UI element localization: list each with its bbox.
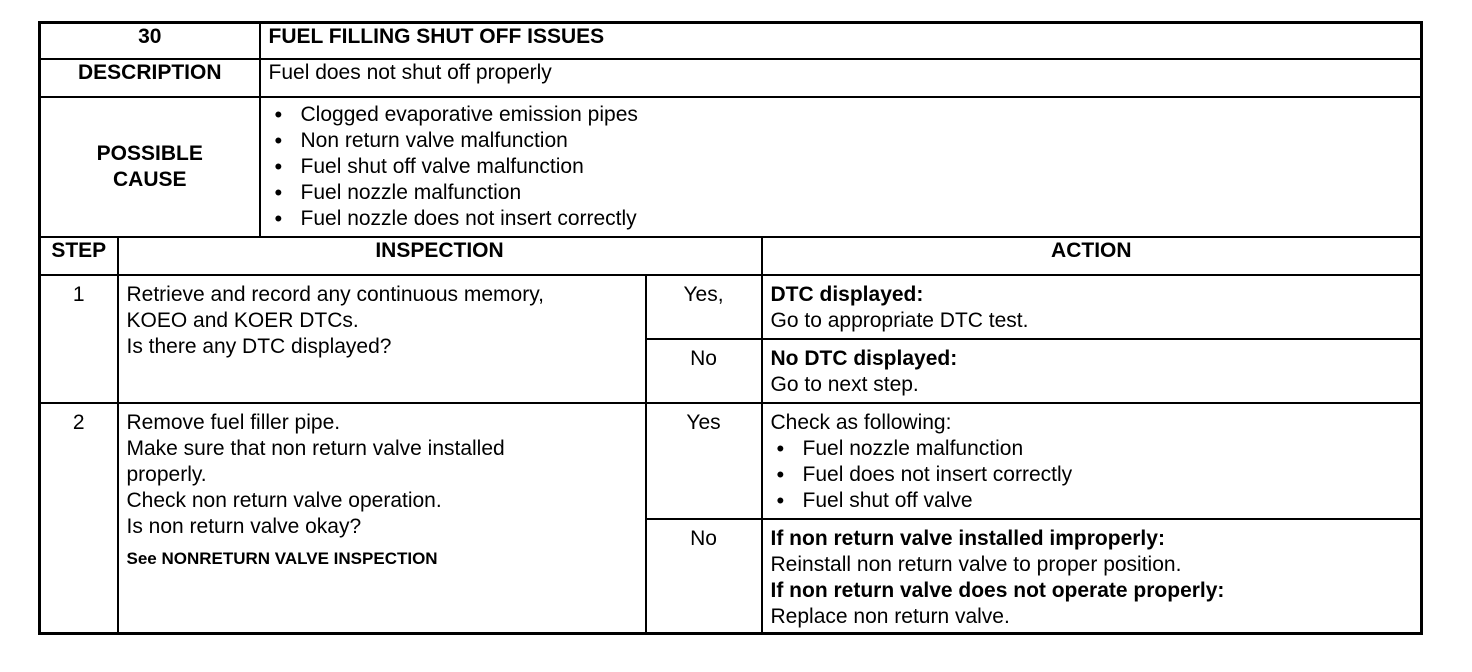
description-label: DESCRIPTION bbox=[40, 59, 260, 97]
possible-cause-item: • Fuel nozzle does not insert correctly bbox=[269, 206, 1413, 232]
header-row bbox=[40, 23, 1422, 60]
step-1-number: 1 bbox=[40, 275, 118, 403]
possible-cause-item: • Non return valve malfunction bbox=[269, 128, 1413, 154]
diagnostic-table bbox=[38, 21, 1423, 635]
step-2-inspection-line: Remove fuel filler pipe. bbox=[126, 411, 341, 434]
description-row bbox=[40, 59, 1422, 97]
step-1-no-action-title: No DTC displayed: bbox=[770, 347, 958, 370]
step-2-no-action-text-1: Reinstall non return valve to proper position. bbox=[770, 553, 1182, 576]
step-2-inspection-line: properly. bbox=[126, 463, 207, 486]
possible-cause-item: • Fuel nozzle malfunction bbox=[269, 180, 1413, 206]
step-2-yes-action-item: • Fuel nozzle malfunction bbox=[771, 436, 1413, 462]
step-2-no-action bbox=[762, 519, 1422, 634]
step-column-header: STEP bbox=[40, 237, 118, 275]
possible-cause-item: • Fuel shut off valve malfunction bbox=[269, 154, 1413, 180]
possible-cause-list bbox=[269, 102, 1413, 232]
step-1-no-action bbox=[762, 339, 1422, 403]
step-2-inspection-line: Check non return valve operation. bbox=[126, 489, 442, 512]
step-2-no-action-title-2: If non return valve does not operate properly: bbox=[770, 579, 1225, 602]
diagnostic-title: FUEL FILLING SHUT OFF ISSUES bbox=[260, 23, 1422, 60]
possible-cause-label bbox=[40, 97, 260, 237]
step-2-yes-action-item: • Fuel shut off valve bbox=[771, 488, 1413, 514]
step-1-inspection bbox=[118, 275, 646, 403]
diagnostic-table-page bbox=[38, 21, 1420, 635]
inspection-column-header: INSPECTION bbox=[118, 237, 762, 275]
possible-cause-label-line1: POSSIBLE bbox=[96, 142, 203, 165]
step-1-yes-action bbox=[762, 275, 1422, 339]
step-2-no-label: No bbox=[646, 519, 762, 634]
diagnostic-code: 30 bbox=[40, 23, 260, 60]
step-2-yes-action-list bbox=[771, 436, 1413, 514]
possible-cause-item: • Clogged evaporative emission pipes bbox=[269, 102, 1413, 128]
step-2-inspection-line: Make sure that non return valve installed bbox=[126, 437, 505, 460]
possible-cause-list-cell bbox=[260, 97, 1422, 237]
step-2-no-action-text-2: Replace non return valve. bbox=[770, 605, 1010, 628]
step-1-inspection-line: Retrieve and record any continuous memory, bbox=[126, 283, 544, 306]
possible-cause-row bbox=[40, 97, 1422, 237]
step-2-yes-action bbox=[762, 403, 1422, 519]
step-2-inspection-reference: See NONRETURN VALVE INSPECTION bbox=[126, 549, 438, 568]
step-1-inspection-line: Is there any DTC displayed? bbox=[126, 335, 392, 358]
step-2-number: 2 bbox=[40, 403, 118, 634]
possible-cause-label-line2: CAUSE bbox=[113, 168, 187, 191]
step-1-yes-action-text: Go to appropriate DTC test. bbox=[770, 309, 1029, 332]
step-2-inspection bbox=[118, 403, 646, 634]
step-2-no-action-title-1: If non return valve installed improperly: bbox=[770, 527, 1165, 550]
step-1-no-label: No bbox=[646, 339, 762, 403]
step-1-yes-row bbox=[40, 275, 1422, 339]
step-1-inspection-line: KOEO and KOER DTCs. bbox=[126, 309, 359, 332]
step-1-no-action-text: Go to next step. bbox=[770, 373, 919, 396]
description-value: Fuel does not shut off properly bbox=[260, 59, 1422, 97]
column-header-row bbox=[40, 237, 1422, 275]
step-2-yes-row bbox=[40, 403, 1422, 519]
step-2-inspection-line: Is non return valve okay? bbox=[126, 515, 362, 538]
action-column-header: ACTION bbox=[762, 237, 1422, 275]
step-2-yes-action-text: Check as following: bbox=[770, 411, 952, 434]
step-2-yes-action-item: • Fuel does not insert correctly bbox=[771, 462, 1413, 488]
step-1-yes-action-title: DTC displayed: bbox=[770, 283, 924, 306]
step-2-yes-label: Yes bbox=[646, 403, 762, 519]
step-1-yes-label: Yes, bbox=[646, 275, 762, 339]
